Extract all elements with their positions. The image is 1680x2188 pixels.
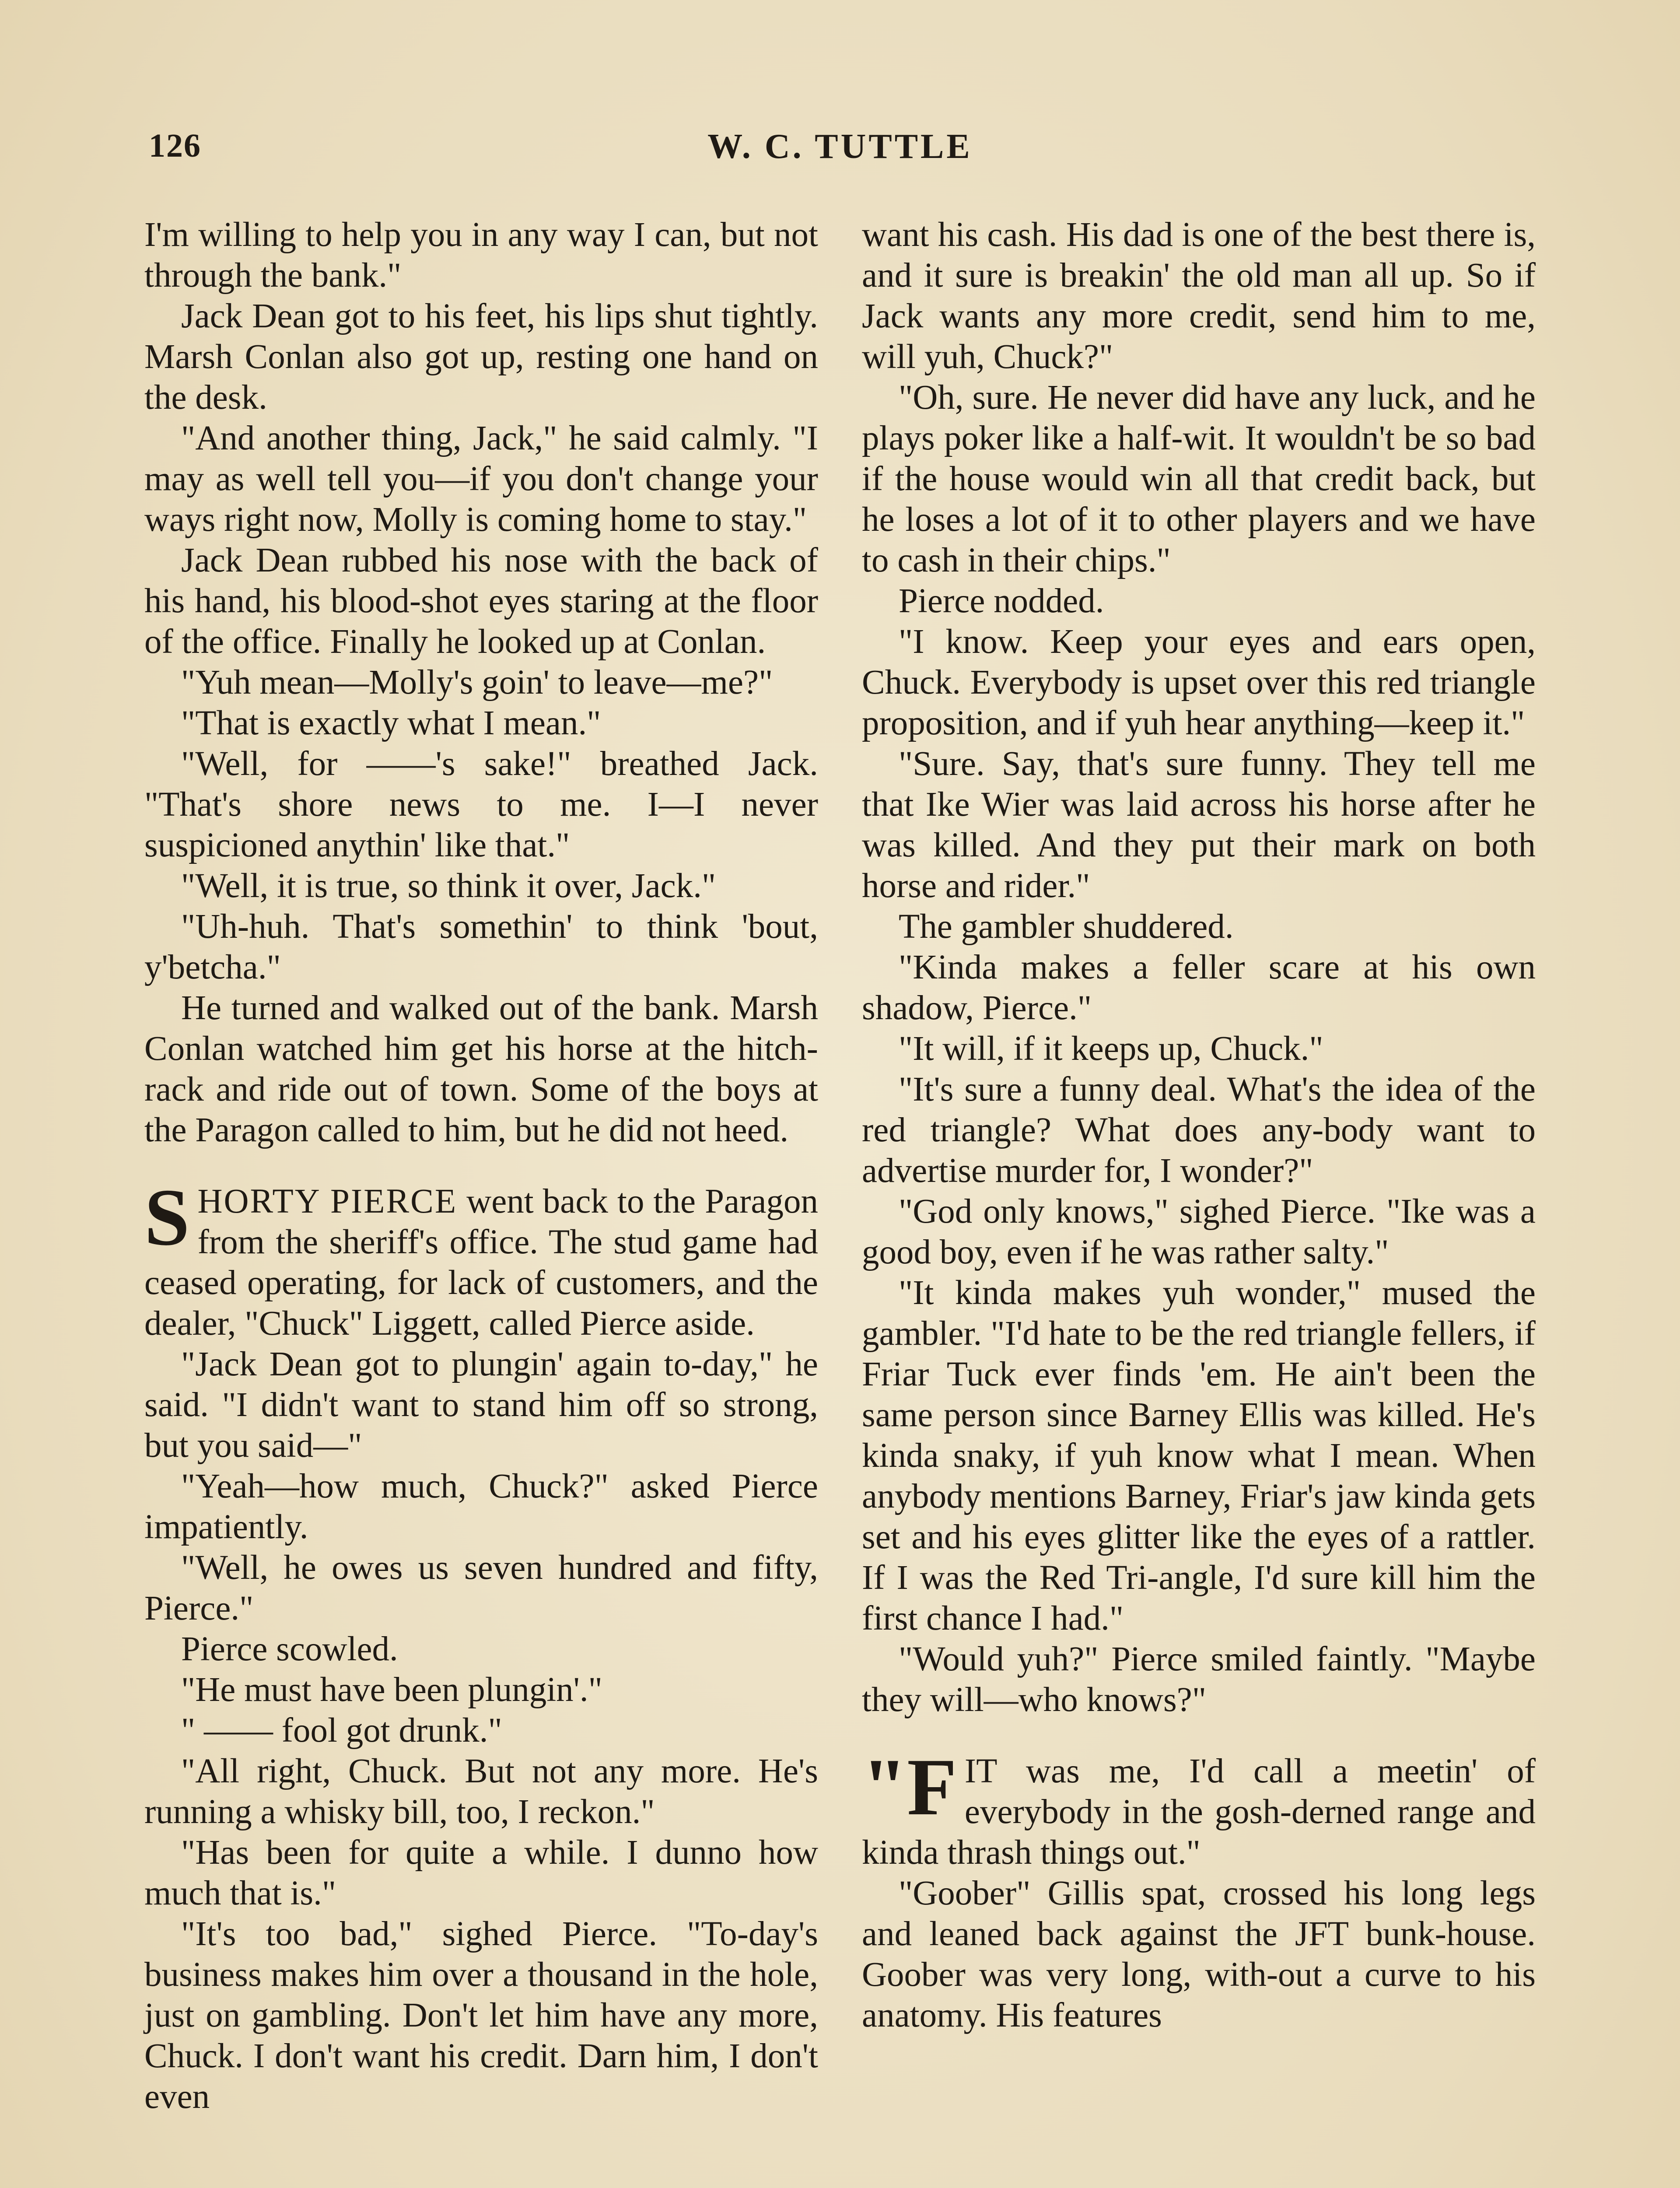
running-head: W. C. TUTTLE xyxy=(707,127,973,166)
open-quote: " xyxy=(862,1742,907,1832)
drop-cap-s: S xyxy=(144,1172,190,1262)
paragraph: Jack Dean rubbed his nose with the back of his hand, his blood-shot eyes staring at the floor of the office. Finally he looked up at Conlan. xyxy=(144,541,818,661)
paragraph: "Has been for quite a while. I dunno how much that is." xyxy=(144,1834,818,1912)
paragraph: "Well, for ——'s sake!" breathed Jack. "That's shore news to me. I—I never suspicioned anythin' like that." xyxy=(144,745,818,864)
lead-caps: HORTY PIERCE xyxy=(197,1182,458,1220)
paragraph: Pierce nodded. xyxy=(899,582,1104,620)
paragraph: "Sure. Say, that's sure funny. They tell me that Ike Wier was laid across his horse after he was killed. And they put their mark on both horse and rider." xyxy=(862,745,1536,905)
paragraph: "Would yuh?" Pierce smiled faintly. "Maybe they will—who knows?" xyxy=(862,1640,1536,1719)
paragraph: "It's too bad," sighed Pierce. "To-day's business makes him over a thousand in the hole, just on gambling. Don't let him have any more, Chuck. I don't want his credit. Darn him, I don't even xyxy=(144,1915,818,2116)
paragraph: Pierce scowled. xyxy=(181,1630,398,1668)
opening-text: went back to the Paragon from the sheriff's office. The stud game had ceased operating, for lack of customers, and the dealer, "Chuck" Liggett, called Pierce aside. xyxy=(144,1182,818,1343)
paragraph: I'm willing to help you in any way I can, but not through the bank." xyxy=(144,216,818,295)
drop-cap-f xyxy=(862,1742,957,1832)
paragraph: "Jack Dean got to plungin' again to-day," he said. "I didn't want to stand him off so strong, but you said—" xyxy=(144,1345,818,1465)
page-number: 126 xyxy=(149,127,201,164)
left-column xyxy=(144,214,818,2117)
paragraph: "I know. Keep your eyes and ears open, Chuck. Everybody is upset over this red triangle proposition, and if yuh hear anything—keep it." xyxy=(862,623,1536,742)
paragraph: "Yuh mean—Molly's goin' to leave—me?" xyxy=(181,663,773,701)
paragraph: "Well, he owes us seven hundred and fifty, Pierce." xyxy=(144,1549,818,1627)
page-header xyxy=(144,127,1536,179)
paragraph: "That is exactly what I mean." xyxy=(181,704,601,742)
paragraph: He turned and walked out of the bank. Marsh Conlan watched him get his horse at the hitch-rack and ride out of town. Some of the boys at the Paragon called to him, but he did not heed. xyxy=(144,989,818,1149)
section-opening-paragraph xyxy=(862,1742,1536,1873)
paragraph: Jack Dean got to his feet, his lips shut tightly. Marsh Conlan also got up, resting one hand on the desk. xyxy=(144,297,818,417)
paragraph: "Uh-huh. That's somethin' to think 'bout, y'betcha." xyxy=(144,908,818,986)
paragraph: want his cash. His dad is one of the best there is, and it sure is breakin' the old man all up. So if Jack wants any more credit, send him to me, will yuh, Chuck?" xyxy=(862,216,1536,376)
paragraph: "All right, Chuck. But not any more. He's running a whisky bill, too, I reckon." xyxy=(144,1752,818,1831)
paragraph: "God only knows," sighed Pierce. "Ike was a good boy, even if he was rather salty." xyxy=(862,1192,1536,1271)
right-column xyxy=(862,214,1536,2036)
paragraph: The gambler shuddered. xyxy=(899,908,1234,946)
paragraph: " —— fool got drunk." xyxy=(181,1711,502,1750)
drop-cap-letter: F xyxy=(907,1742,957,1832)
paragraph: "He must have been plungin'." xyxy=(181,1671,602,1709)
paragraph: "And another thing, Jack," he said calmly. "I may as well tell you—if you don't change your ways right now, Molly is coming home to stay." xyxy=(144,419,818,539)
paragraph: "Goober" Gillis spat, crossed his long legs and leaned back against the JFT bunk-house. Goober was very long, with-out a curve to his anatomy. His features xyxy=(862,1874,1536,2034)
paragraph: "It will, if it keeps up, Chuck." xyxy=(899,1030,1323,1068)
opening-text: IT was me, I'd call a meetin' of everybody in the gosh-derned range and kinda thrash things out." xyxy=(862,1752,1536,1872)
paragraph: "Oh, sure. He never did have any luck, and he plays poker like a half-wit. It wouldn't be so bad if the house would win all that credit back, but he loses a lot of it to other players and we have to cash in their chips." xyxy=(862,379,1536,579)
section-opening-paragraph xyxy=(144,1172,818,1344)
paragraph: "Yeah—how much, Chuck?" asked Pierce impatiently. xyxy=(144,1467,818,1546)
paragraph: "Kinda makes a feller scare at his own shadow, Pierce." xyxy=(862,948,1536,1027)
paragraph: "It's sure a funny deal. What's the idea of the red triangle? What does any-body want to advertise murder for, I wonder?" xyxy=(862,1070,1536,1190)
paragraph: "It kinda makes yuh wonder," mused the gambler. "I'd hate to be the red triangle fellers, if Friar Tuck ever finds 'em. He ain't been the same person since Barney Ellis was killed. He's kinda snaky, if yuh know what I mean. When anybody mentions Barney, Friar's jaw kinda gets set and his eyes glitter like the eyes of a rattler. If I was the Red Tri-angle, I'd sure kill him the first chance I had." xyxy=(862,1274,1536,1637)
paragraph: "Well, it is true, so think it over, Jack." xyxy=(181,867,716,905)
